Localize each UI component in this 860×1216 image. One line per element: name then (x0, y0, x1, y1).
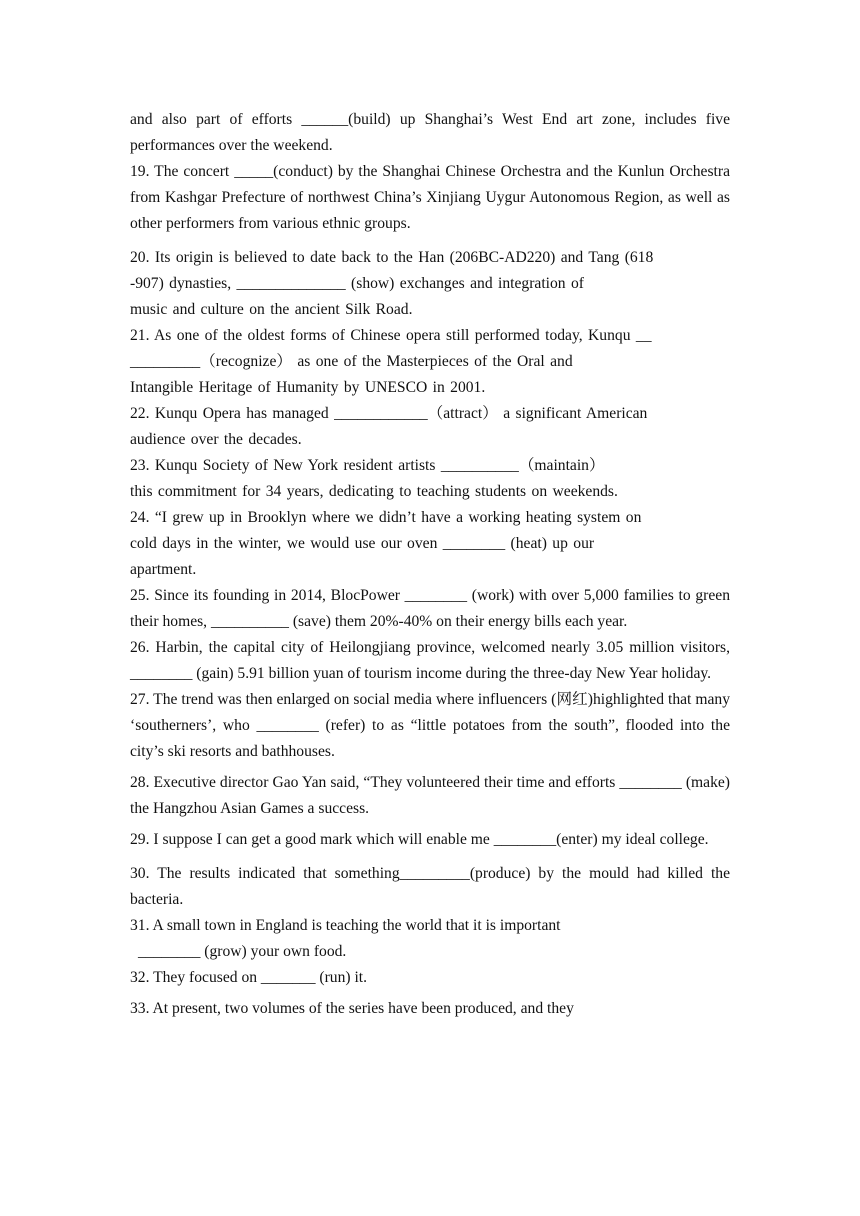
question-23 (130, 453, 730, 505)
question-21-line-2: _________（recognize） as one of the Masterpieces of the Oral and (130, 353, 573, 370)
question-21-line-1: 21. As one of the oldest forms of Chinese opera still performed today, Kunqu __ (130, 327, 652, 344)
question-20-line-2: -907) dynasties, ______________ (show) exchanges and integration of (130, 275, 584, 292)
question-20-line-1: 20. Its origin is believed to date back to the Han (206BC-AD220) and Tang (618 (130, 249, 654, 266)
question-24-line-1: 24. “I grew up in Brooklyn where we didn’t have a working heating system on (130, 509, 642, 526)
question-31-line-1: 31. A small town in England is teaching the world that it is important (130, 917, 561, 934)
question-27: 27. The trend was then enlarged on social media where influencers (网红)highlighted that many ‘southerners’, who ________ (refer) to as “little potatoes from the south”, flooded into the city’s ski resorts and bathhouses. (130, 691, 730, 760)
question-24 (130, 505, 730, 583)
question-30: 30. The results indicated that something_________(produce) by the mould had killed the bacteria. (130, 865, 730, 908)
question-31 (130, 913, 730, 965)
question-24-line-3: apartment. (130, 561, 197, 578)
question-33: 33. At present, two volumes of the series have been produced, and they (130, 1000, 574, 1017)
question-29: 29. I suppose I can get a good mark which will enable me ________(enter) my ideal college. (130, 831, 709, 848)
question-22-line-2: audience over the decades. (130, 431, 302, 448)
question-20-line-3: music and culture on the ancient Silk Road. (130, 301, 413, 318)
question-21 (130, 323, 730, 401)
item-18-continued: and also part of efforts ______(build) up Shanghai’s West End art zone, includes five performances over the weekend. (130, 111, 730, 154)
question-20 (130, 245, 730, 323)
question-24-line-2: cold days in the winter, we would use our oven ________ (heat) up our (130, 535, 595, 552)
question-21-line-3: Intangible Heritage of Humanity by UNESCO in 2001. (130, 379, 486, 396)
question-22 (130, 401, 730, 453)
worksheet-page (130, 107, 730, 1022)
question-19: 19. The concert _____(conduct) by the Shanghai Chinese Orchestra and the Kunlun Orchestra from Kashgar Prefecture of northwest China’s Xinjiang Uygur Autonomous Region, as well as other performers from various ethnic groups. (130, 163, 730, 232)
question-23-line-1: 23. Kunqu Society of New York resident artists __________（maintain） (130, 457, 605, 474)
question-25: 25. Since its founding in 2014, BlocPower ________ (work) with over 5,000 families to green their homes, __________ (save) them 20%-40% on their energy bills each year. (130, 587, 730, 630)
question-26: 26. Harbin, the capital city of Heilongjiang province, welcomed nearly 3.05 million visitors, ________ (gain) 5.91 billion yuan of tourism income during the three-day New Year holiday. (130, 639, 730, 682)
question-28: 28. Executive director Gao Yan said, “They volunteered their time and efforts ________ (make) the Hangzhou Asian Games a success. (130, 774, 730, 817)
question-31-line-2: ________ (grow) your own food. (138, 943, 347, 960)
question-32: 32. They focused on _______ (run) it. (130, 969, 368, 986)
question-23-line-2: this commitment for 34 years, dedicating to teaching students on weekends. (130, 483, 618, 500)
question-22-line-1: 22. Kunqu Opera has managed ____________（attract） a significant American (130, 405, 648, 422)
